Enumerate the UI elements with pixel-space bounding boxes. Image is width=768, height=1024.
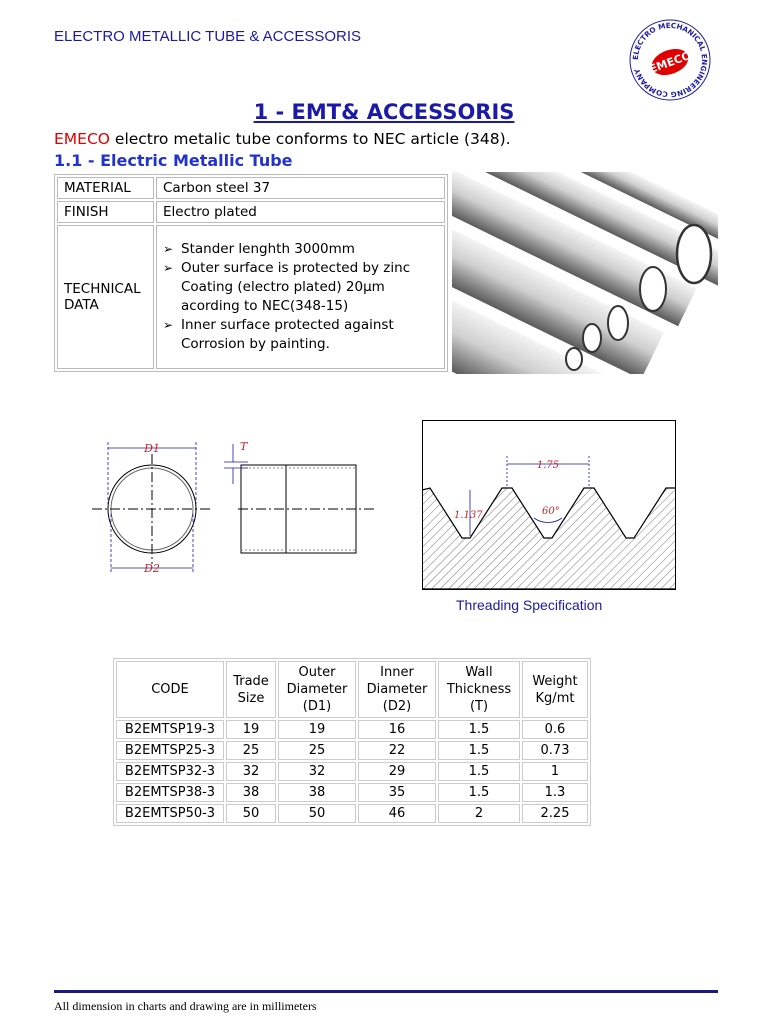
table-cell: 19 <box>226 720 276 739</box>
footer-note: All dimension in charts and drawing are in millimeters <box>54 999 317 1013</box>
col-header: CODE <box>116 661 224 718</box>
technical-bullet: ➢ Outer surface is protected by zinc Coating (electro plated) 20µm acording to NEC(348-15) <box>181 259 438 316</box>
table-row <box>116 783 588 802</box>
table-cell: B2EMTSP19-3 <box>116 720 224 739</box>
table-cell: B2EMTSP32-3 <box>116 762 224 781</box>
angle-label: 60° <box>542 506 560 517</box>
technical-bullet: ➢ Inner surface protected against Corrosion by painting. <box>181 316 438 354</box>
table-cell: 46 <box>358 804 436 823</box>
spec-row-material <box>57 177 445 199</box>
pitch-label: 1.75 <box>536 460 560 471</box>
spec-row-finish <box>57 201 445 223</box>
table-cell: 16 <box>358 720 436 739</box>
table-row <box>116 741 588 760</box>
technical-bullet: ➢ Stander lenghth 3000mm <box>181 240 438 259</box>
logo-ring-text: ELECTRO MECHANICAL ENGINEERING COMPANY <box>630 20 710 100</box>
table-cell: 1.5 <box>438 741 520 760</box>
finish-label: FINISH <box>57 201 154 223</box>
table-cell: 35 <box>358 783 436 802</box>
col-header: Outer Diameter (D1) <box>278 661 356 718</box>
technical-label: TECHNICAL DATA <box>57 225 154 369</box>
dims-header-row <box>116 661 588 718</box>
table-cell: B2EMTSP38-3 <box>116 783 224 802</box>
table-cell: 38 <box>278 783 356 802</box>
table-cell: B2EMTSP25-3 <box>116 741 224 760</box>
col-header: Wall Thickness (T) <box>438 661 520 718</box>
table-cell: 2.25 <box>522 804 588 823</box>
table-cell: 1 <box>522 762 588 781</box>
material-label: MATERIAL <box>57 177 154 199</box>
table-cell: 1.5 <box>438 762 520 781</box>
table-row <box>116 762 588 781</box>
d2-label: D2 <box>144 562 160 575</box>
intro-text: EMECO electro metalic tube conforms to NEC article (348). <box>54 130 511 148</box>
finish-value: Electro plated <box>156 201 445 223</box>
brand-name: EMECO <box>54 130 110 148</box>
table-cell: 29 <box>358 762 436 781</box>
table-cell: 2 <box>438 804 520 823</box>
thread-caption: Threading Specification <box>456 597 603 613</box>
technical-list <box>163 240 438 354</box>
table-cell: 32 <box>226 762 276 781</box>
table-row <box>116 720 588 739</box>
table-row <box>116 804 588 823</box>
table-cell: 0.6 <box>522 720 588 739</box>
d1-label: D1 <box>144 442 160 455</box>
subsection-title: 1.1 - Electric Metallic Tube <box>54 151 293 170</box>
table-cell: 38 <box>226 783 276 802</box>
table-cell: 1.5 <box>438 783 520 802</box>
tube-cross-section-drawing <box>88 434 378 584</box>
footer-rule <box>54 990 718 993</box>
table-cell: 1.5 <box>438 720 520 739</box>
thread-profile-drawing <box>422 420 676 590</box>
table-cell: 1.3 <box>522 783 588 802</box>
t-label: T <box>240 440 248 453</box>
table-cell: 32 <box>278 762 356 781</box>
col-header: Weight Kg/mt <box>522 661 588 718</box>
section-title: 1 - EMT& ACCESSORIS <box>253 100 515 124</box>
table-cell: 0.73 <box>522 741 588 760</box>
depth-label: 1.137 <box>454 510 483 521</box>
table-cell: 22 <box>358 741 436 760</box>
company-logo <box>628 18 712 102</box>
tubes-photo <box>452 172 718 374</box>
logo-center-text: EMECO <box>647 48 693 77</box>
table-cell: 50 <box>278 804 356 823</box>
spec-row-technical <box>57 225 445 369</box>
dimensions-table <box>113 658 591 826</box>
page-header: ELECTRO METALLIC TUBE & ACCESSORIS <box>54 28 362 45</box>
spec-table <box>54 174 448 372</box>
col-header: Inner Diameter (D2) <box>358 661 436 718</box>
material-value: Carbon steel 37 <box>156 177 445 199</box>
table-cell: B2EMTSP50-3 <box>116 804 224 823</box>
col-header: Trade Size <box>226 661 276 718</box>
table-cell: 25 <box>278 741 356 760</box>
table-cell: 50 <box>226 804 276 823</box>
table-cell: 19 <box>278 720 356 739</box>
table-cell: 25 <box>226 741 276 760</box>
